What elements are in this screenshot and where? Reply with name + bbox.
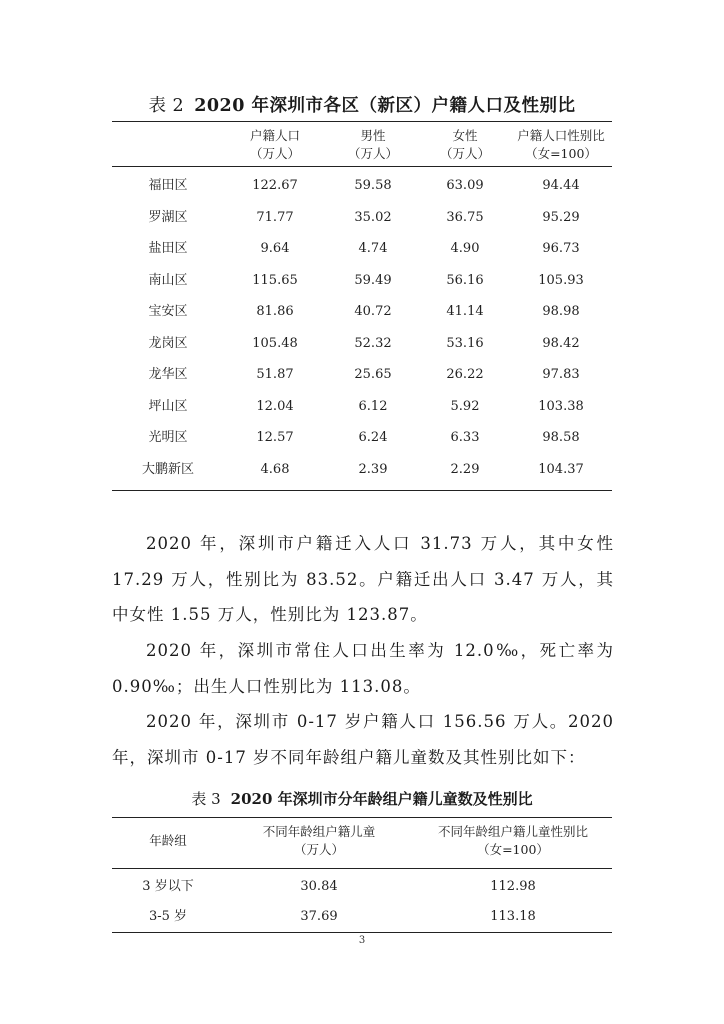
table2-header-cell xyxy=(224,127,326,163)
district-name: 光明区 xyxy=(148,430,188,445)
table3-header-cell xyxy=(224,823,414,859)
header-line: 男性 xyxy=(360,128,386,143)
header-line: 户籍人口性别比 xyxy=(517,128,605,143)
population-value: 4.68 xyxy=(260,461,290,477)
header-unit: （万人） xyxy=(347,146,398,161)
male-value: 59.49 xyxy=(354,272,392,288)
female-value: 41.14 xyxy=(446,304,484,319)
sex-ratio-value: 98.98 xyxy=(542,304,580,319)
female-value: 2.29 xyxy=(450,461,480,477)
table-row xyxy=(112,300,612,324)
population-value: 81.86 xyxy=(256,304,294,319)
table3-header-rule xyxy=(112,868,612,869)
table-row xyxy=(112,395,612,419)
table2-bottom-rule xyxy=(112,490,612,491)
body-paragraph xyxy=(112,704,614,775)
children-count-value: 37.69 xyxy=(300,909,338,924)
table-row xyxy=(112,363,612,387)
table2-top-rule xyxy=(112,121,612,122)
district-name: 盐田区 xyxy=(148,241,188,256)
district-name: 龙华区 xyxy=(148,367,188,382)
district-name: 龙岗区 xyxy=(148,335,188,351)
table-row xyxy=(112,269,612,293)
sex-ratio-value: 105.93 xyxy=(538,272,584,288)
male-value: 59.58 xyxy=(354,178,392,193)
paragraph-text: 2020 年，深圳市户籍迁入人口 31.73 万人，其中女性 17.29 万人，性别比为 83.52。户籍迁出人口 3.47 万人，其中女性 1.55 万人，性别比为 123.87。 xyxy=(112,534,614,624)
table2-header-cell xyxy=(326,127,420,163)
table2-caption xyxy=(112,92,612,117)
male-value: 6.12 xyxy=(358,398,388,414)
table3-title: 2020 年深圳市分年龄组户籍儿童数及性别比 xyxy=(230,790,533,808)
population-value: 12.04 xyxy=(256,398,294,414)
table2-header-cell xyxy=(510,127,612,163)
header-line: 女性 xyxy=(452,128,478,143)
children-count-value: 30.84 xyxy=(300,879,338,894)
header-line: 户籍人口 xyxy=(249,128,300,143)
table-row xyxy=(112,237,612,261)
table3-top-rule xyxy=(112,817,612,818)
sex-ratio-value: 95.29 xyxy=(542,209,580,225)
table2-header-rule xyxy=(112,166,612,167)
female-value: 26.22 xyxy=(446,367,484,382)
district-name: 福田区 xyxy=(148,178,188,193)
header-unit: （万人） xyxy=(249,146,300,161)
header-line: 年龄组 xyxy=(149,833,187,848)
children-sex-ratio-value: 112.98 xyxy=(490,879,536,894)
district-name: 罗湖区 xyxy=(148,209,188,225)
district-name: 大鹏新区 xyxy=(141,461,194,477)
header-unit: （万人） xyxy=(439,146,490,161)
sex-ratio-value: 104.37 xyxy=(538,461,584,477)
male-value: 2.39 xyxy=(358,461,388,477)
population-value: 105.48 xyxy=(252,335,298,351)
paragraph-text: 2020 年，深圳市 0-17 岁户籍人口 156.56 万人。2020 年，深圳市 0-17 岁不同年龄组户籍儿童数及其性别比如下： xyxy=(112,712,614,767)
population-value: 71.77 xyxy=(256,209,294,225)
sex-ratio-value: 97.83 xyxy=(542,367,580,382)
header-line: 不同年龄组户籍儿童 xyxy=(262,824,376,839)
population-value: 12.57 xyxy=(256,430,294,445)
sex-ratio-value: 94.44 xyxy=(542,178,580,193)
male-value: 40.72 xyxy=(354,304,392,319)
table-row xyxy=(112,174,612,198)
table3-bottom-rule xyxy=(112,932,612,933)
female-value: 63.09 xyxy=(446,178,484,193)
district-name: 坪山区 xyxy=(148,398,188,414)
table-row xyxy=(112,426,612,450)
female-value: 56.16 xyxy=(446,272,484,288)
table2-label: 表 2 xyxy=(148,96,185,116)
population-value: 51.87 xyxy=(256,367,294,382)
male-value: 35.02 xyxy=(354,209,392,225)
header-unit: （女=100） xyxy=(525,146,597,161)
header-unit: （女=100） xyxy=(477,842,549,857)
sex-ratio-value: 98.42 xyxy=(542,335,580,351)
male-value: 52.32 xyxy=(354,335,392,351)
female-value: 53.16 xyxy=(446,335,484,351)
table2-title: 2020 年深圳市各区（新区）户籍人口及性别比 xyxy=(194,96,576,116)
sex-ratio-value: 98.58 xyxy=(542,430,580,445)
female-value: 5.92 xyxy=(450,398,480,414)
table2-header-cell xyxy=(420,127,510,163)
table3-caption xyxy=(112,788,612,809)
page-number: 3 xyxy=(358,935,366,946)
district-name: 宝安区 xyxy=(148,304,188,319)
table3-header-cell xyxy=(414,823,612,859)
male-value: 6.24 xyxy=(358,430,388,445)
female-value: 4.90 xyxy=(450,241,480,256)
body-paragraph xyxy=(112,633,614,704)
header-unit: （万人） xyxy=(293,842,344,857)
female-value: 6.33 xyxy=(450,430,480,445)
age-group: 3-5 岁 xyxy=(148,909,188,924)
table3-label: 表 3 xyxy=(191,790,221,808)
age-group: 3 岁以下 xyxy=(142,879,194,894)
district-name: 南山区 xyxy=(148,272,188,288)
table3-header-cell xyxy=(112,823,224,859)
sex-ratio-value: 103.38 xyxy=(538,398,584,414)
body-paragraph xyxy=(112,526,614,633)
table-row xyxy=(112,332,612,356)
population-value: 9.64 xyxy=(260,241,290,256)
children-sex-ratio-value: 113.18 xyxy=(490,909,536,924)
header-line: 不同年龄组户籍儿童性别比 xyxy=(437,824,588,839)
male-value: 25.65 xyxy=(354,367,392,382)
male-value: 4.74 xyxy=(358,241,388,256)
table-row xyxy=(112,206,612,230)
female-value: 36.75 xyxy=(446,209,484,225)
population-value: 122.67 xyxy=(252,178,298,193)
table-row xyxy=(112,458,612,482)
paragraph-text: 2020 年，深圳市常住人口出生率为 12.0‰，死亡率为 0.90‰；出生人口性别比为 113.08。 xyxy=(112,641,614,696)
sex-ratio-value: 96.73 xyxy=(542,241,580,256)
population-value: 115.65 xyxy=(252,272,298,288)
